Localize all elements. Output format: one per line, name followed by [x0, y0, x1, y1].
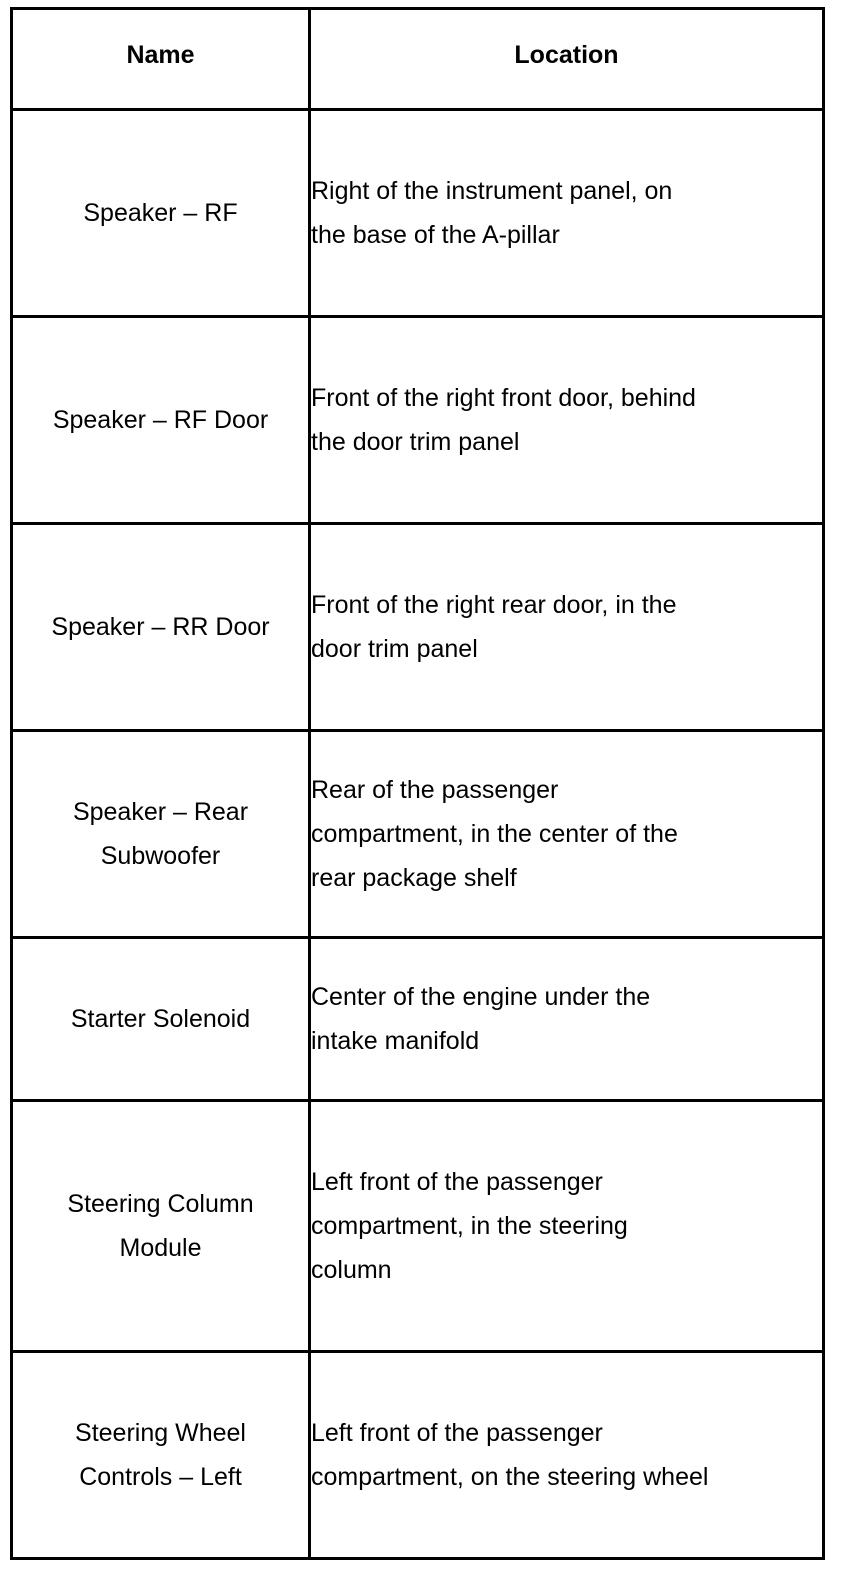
name-cell: Steering Column Module — [12, 1101, 310, 1352]
location-cell: Left front of the passenger compartment, on the steering wheel — [310, 1352, 824, 1559]
table-row — [12, 1352, 824, 1559]
location-cell: Front of the right rear door, in the door trim panel — [310, 524, 824, 731]
header-row — [12, 9, 824, 110]
location-cell: Center of the engine under the intake manifold — [310, 938, 824, 1101]
header-name: Name — [12, 9, 310, 110]
name-cell: Steering Wheel Controls – Left — [12, 1352, 310, 1559]
location-cell: Rear of the passenger compartment, in the center of the rear package shelf — [310, 731, 824, 938]
location-cell: Front of the right front door, behind the door trim panel — [310, 317, 824, 524]
table-row — [12, 110, 824, 317]
name-cell: Speaker – RF — [12, 110, 310, 317]
table-row — [12, 524, 824, 731]
name-cell: Speaker – RR Door — [12, 524, 310, 731]
table-row — [12, 317, 824, 524]
header-location: Location — [310, 9, 824, 110]
table-row — [12, 1101, 824, 1352]
location-cell: Right of the instrument panel, on the base of the A-pillar — [310, 110, 824, 317]
name-cell: Speaker – RF Door — [12, 317, 310, 524]
location-cell: Left front of the passenger compartment, in the steering column — [310, 1101, 824, 1352]
name-cell: Speaker – Rear Subwoofer — [12, 731, 310, 938]
name-cell: Starter Solenoid — [12, 938, 310, 1101]
table-row — [12, 938, 824, 1101]
table-row — [12, 731, 824, 938]
component-location-table — [10, 7, 825, 1560]
